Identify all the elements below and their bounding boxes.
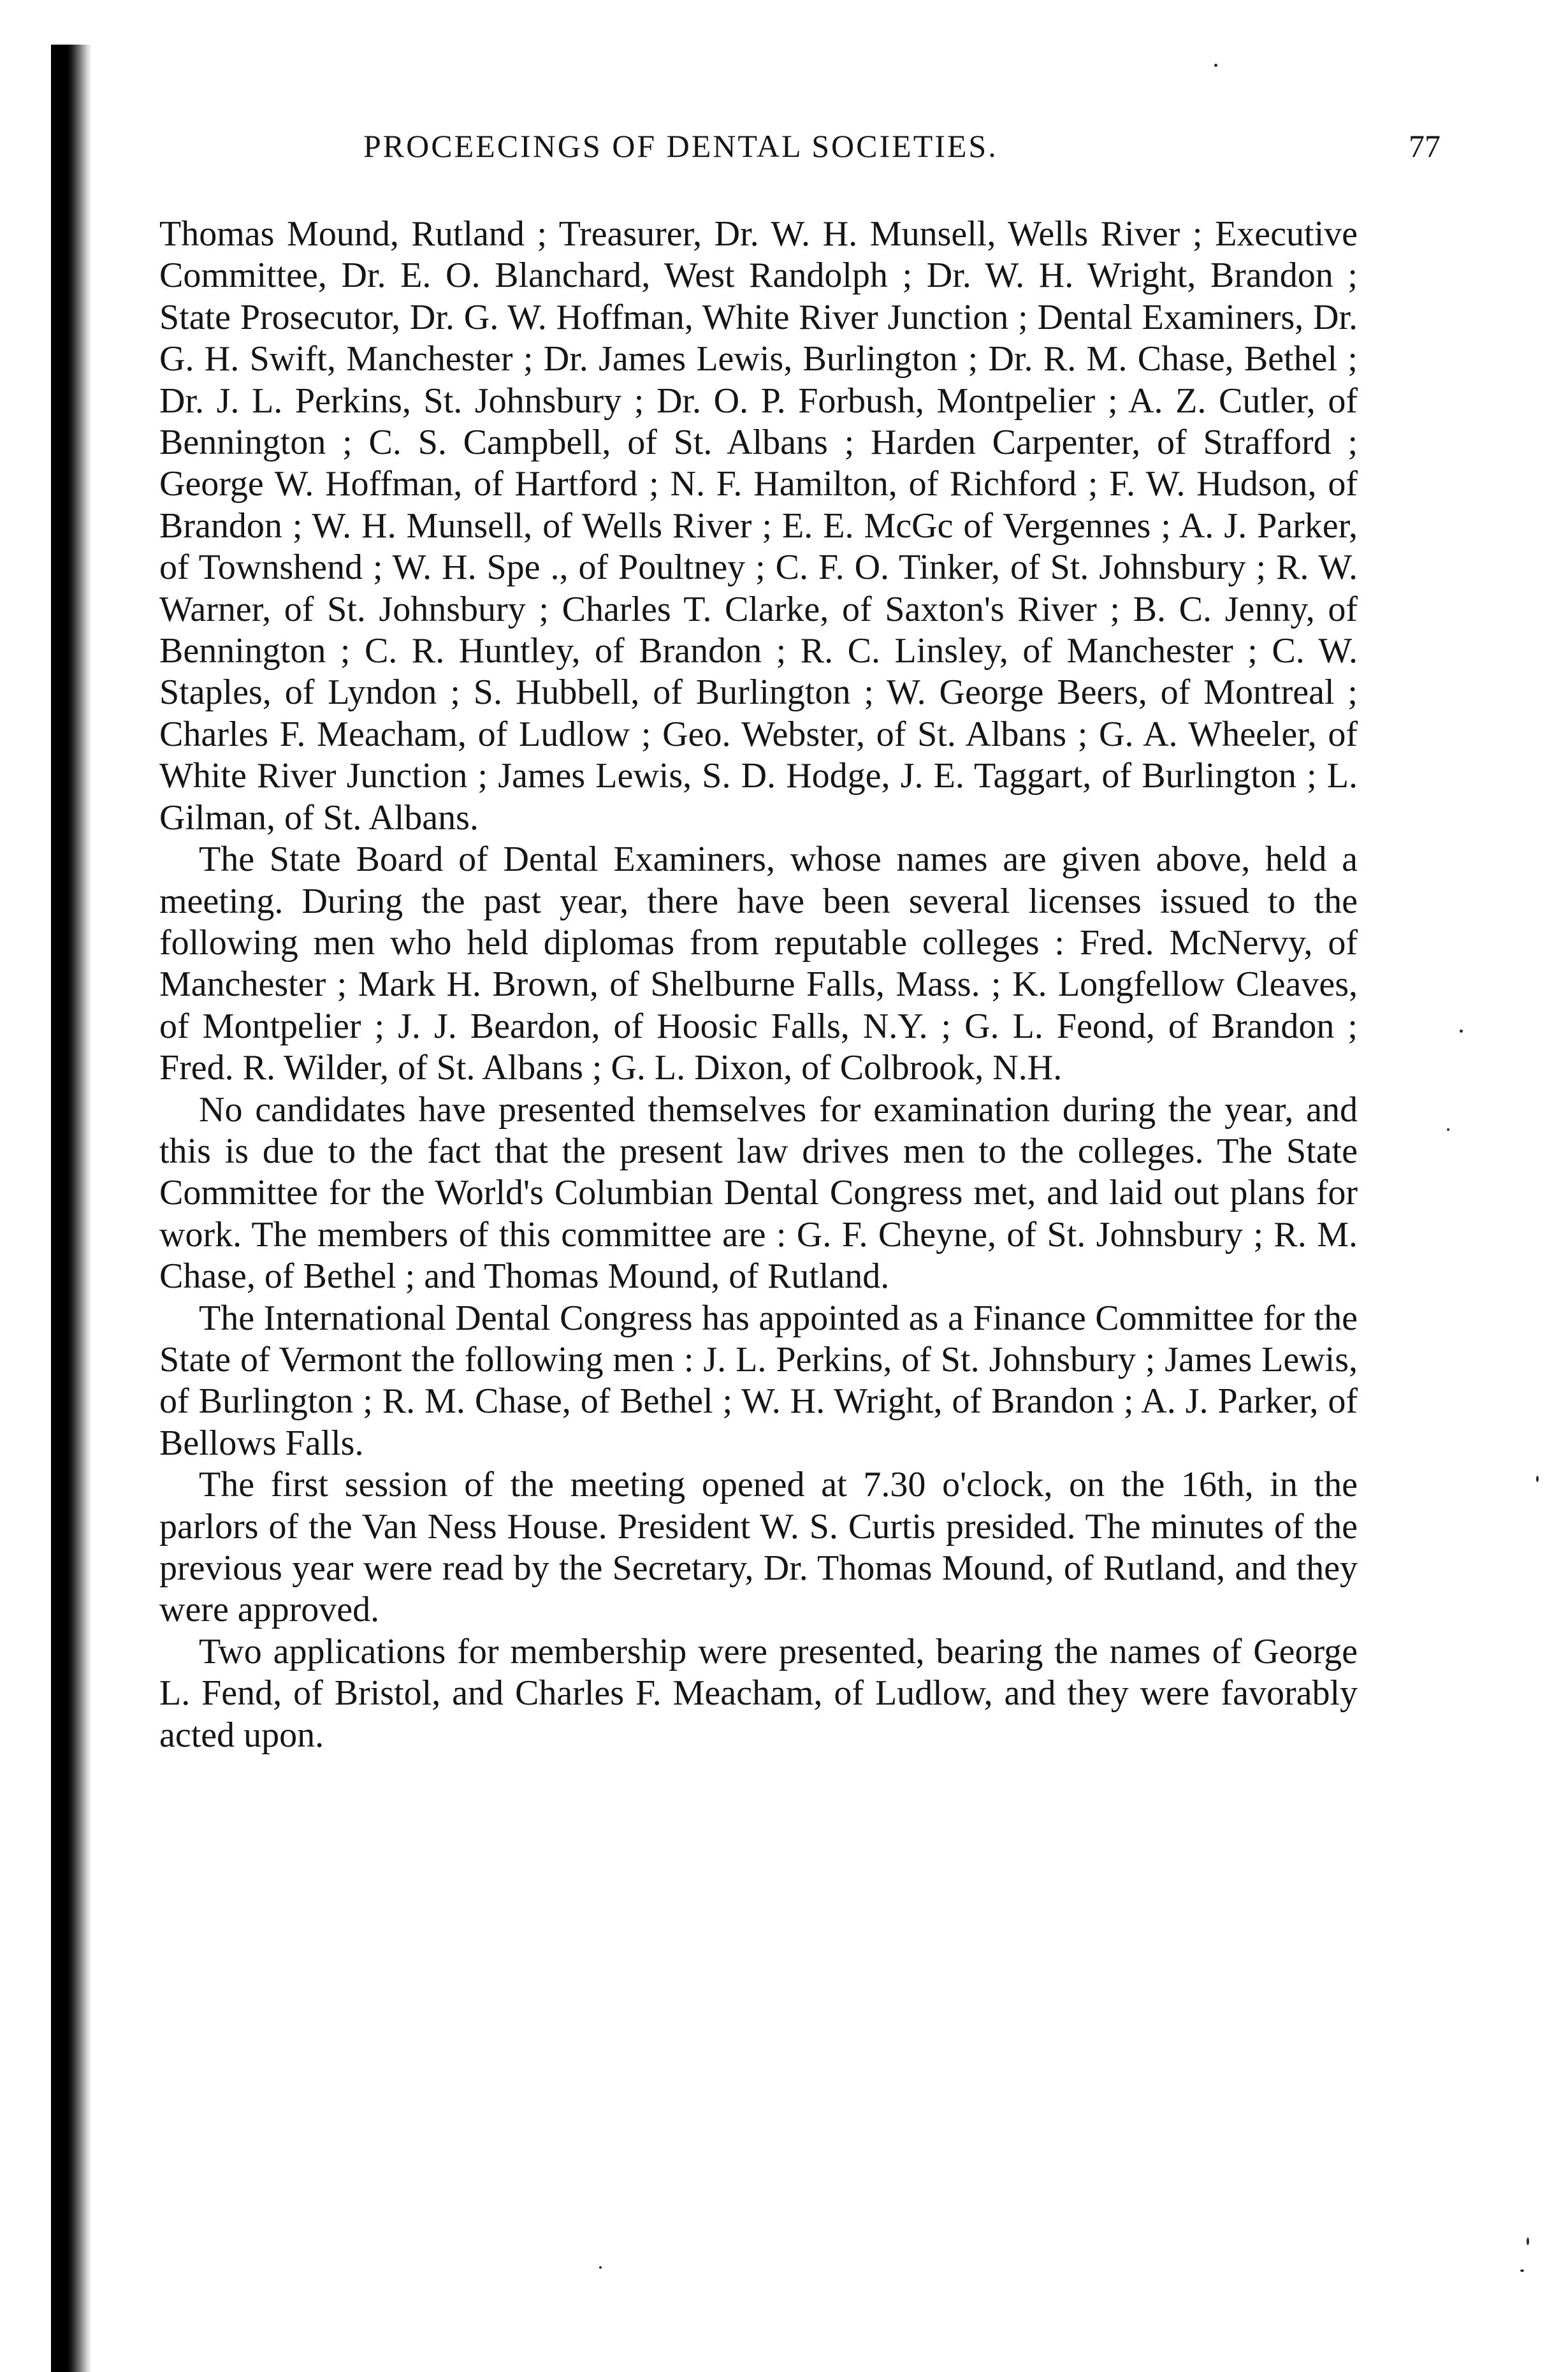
body-text [159,214,1358,1756]
scan-speck [599,2266,602,2269]
paragraph-first-session: The first session of the meeting opened at 7.30 o'clock, on the 16th, in the parlors of the Van Ness House. President W. S. Curtis presided. The minutes of the previous year were read by the Secretary, Dr. Thomas Mound, of Rutland, and they were approved. [159,1465,1358,1630]
page-header [159,127,1441,178]
paragraph-state-board-examiners: The State Board of Dental Examiners, whose names are given above, held a meeting. During the past year, there have been several licenses issued to the following men who held diplomas from reputable colleges : Fred. McNervy, of Manchester ; Mark H. Brown, of Shelburne Falls, Mass. ; K. Longfellow Cleaves, of Montpelier ; J. J. Beardon, of Hoosic Falls, N.Y. ; G. L. Feond, of Brandon ; Fred. R. Wilder, of St. Albans ; G. L. Dixon, of Colbrook, N.H. [159,840,1358,1088]
scan-speck [1520,2269,1524,2272]
scanned-page-binding-edge [51,45,92,2372]
running-head: PROCEECINGS OF DENTAL SOCIETIES. [363,128,998,164]
paragraph-officers-list: Thomas Mound, Rutland ; Treasurer, Dr. W. H. Munsell, Wells River ; Executive Committee, Dr. E. O. Blanchard, West Randolph ; Dr. W. H. Wright, Brandon ; State Prosecutor, Dr. G. W. Hoffman, White River Junction ; Dental Examiners, Dr. G. H. Swift, Manchester ; Dr. James Lewis, Burlington ; Dr. R. M. Chase, Bethel ; Dr. J. L. Perkins, St. Johnsbury ; Dr. O. P. Forbush, Montpelier ; A. Z. Cutler, of Bennington ; C. S. Campbell, of St. Albans ; Harden Carpenter, of Strafford ; George W. Hoffman, of Hartford ; N. F. Hamilton, of Richford ; F. W. Hudson, of Brandon ; W. H. Munsell, of Wells River ; E. E. McGc of Vergennes ; A. J. Parker, of Townshend ; W. H. Spe ., of Poultney ; C. F. O. Tinker, of St. Johnsbury ; R. W. Warner, of St. Johnsbury ; Charles T. Clarke, of Saxton's River ; B. C. Jenny, of Bennington ; C. R. Huntley, of Brandon ; R. C. Linsley, of Manchester ; C. W. Staples, of Lyndon ; S. Hubbell, of Burlington ; W. George Beers, of Montreal ; Charles F. Meacham, of Ludlow ; Geo. Webster, of St. Albans ; G. A. Wheeler, of White River Junction ; James Lewis, S. D. Hodge, J. E. Taggart, of Burlington ; L. Gilman, of St. Albans. [159,214,1358,838]
scan-speck [1214,64,1217,67]
paragraph-finance-committee: The International Dental Congress has appointed as a Finance Committee for the State of Vermont the following men : J. L. Perkins, of St. Johnsbury ; James Lewis, of Burlington ; R. M. Chase, of Bethel ; W. H. Wright, of Brandon ; A. J. Parker, of Bellows Falls. [159,1298,1358,1463]
scan-speck [1447,1128,1449,1131]
scan-speck [1460,1030,1463,1033]
scan-speck [1536,1476,1539,1482]
scan-speck [1527,2237,1529,2245]
page-number: 77 [1409,128,1441,164]
paragraph-candidates-columbian-congress: No candidates have presented themselves for examination during the year, and this is due to the fact that the present law drives men to the colleges. The State Committee for the World's Columbian Dental Congress met, and laid out plans for work. The members of this committee are : G. F. Cheyne, of St. Johnsbury ; R. M. Chase, of Bethel ; and Thomas Mound, of Rutland. [159,1089,1358,1297]
paragraph-membership-applications: Two applications for membership were presented, bearing the names of George L. Fend, of Bristol, and Charles F. Meacham, of Ludlow, and they were favorably acted upon. [159,1631,1358,1755]
